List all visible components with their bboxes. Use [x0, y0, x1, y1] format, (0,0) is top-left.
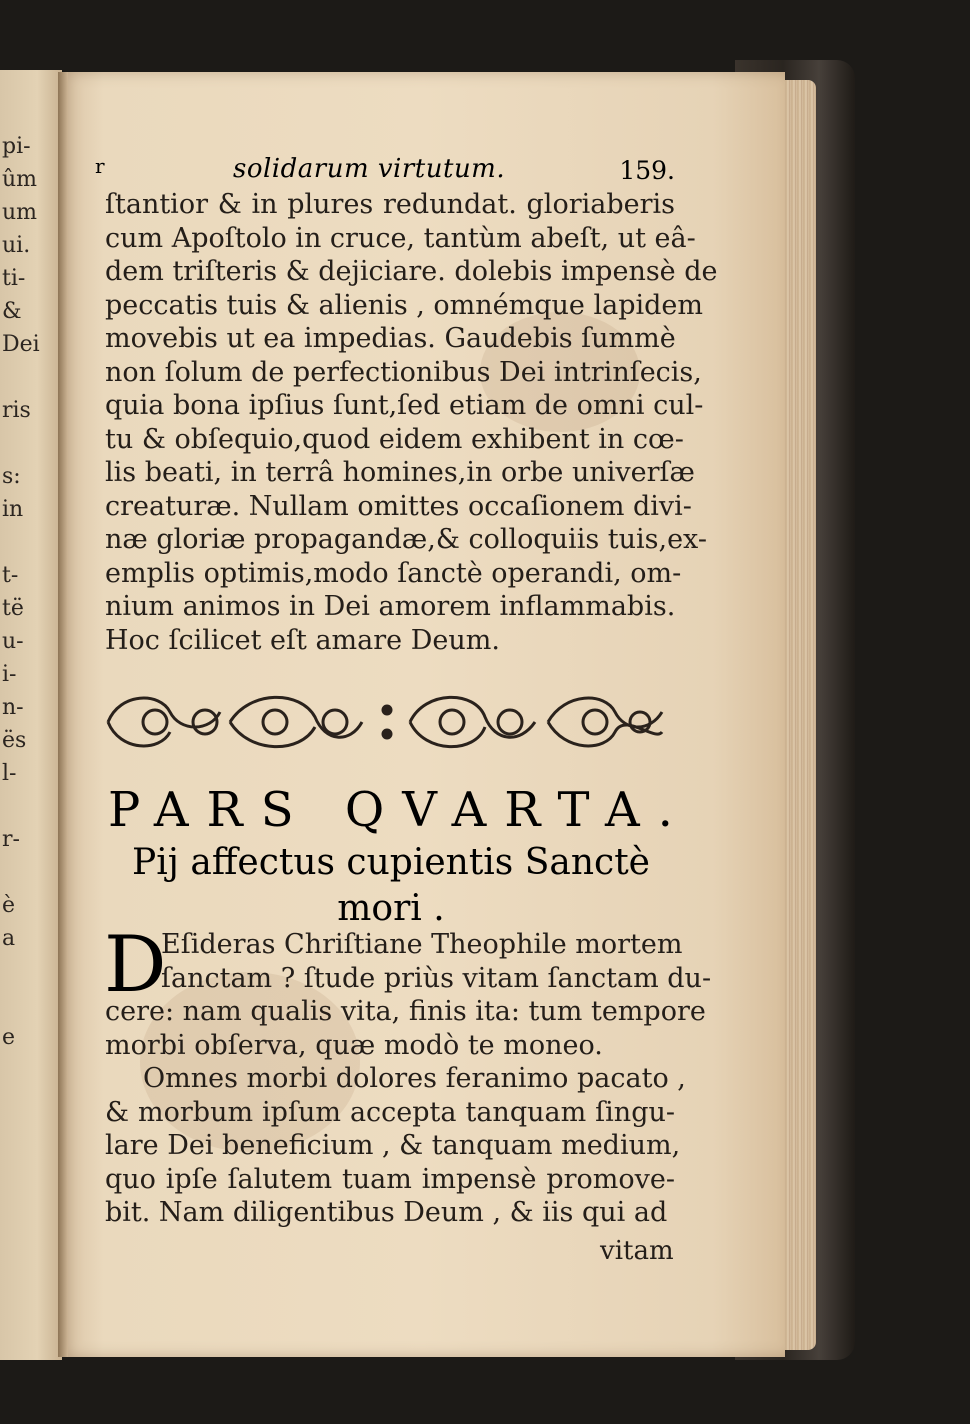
- text-line: creaturæ. Nullam omittes occaſionem divi-: [105, 490, 692, 522]
- catchword: vitam: [600, 1236, 674, 1266]
- facing-page-fragment: um: [2, 200, 38, 225]
- section-subtitle: Pij affectus cupientis Sanctè: [132, 842, 650, 883]
- section-title: PARS QVARTA.: [108, 782, 691, 838]
- text-line: dem triſteris & dejiciare. dolebis impensè de: [105, 256, 718, 287]
- running-head: solidarum virtutum.: [233, 154, 506, 184]
- facing-page-fragment: [2, 856, 42, 889]
- text-line: Eſideras Chriſtiane Theophile mortem: [161, 929, 683, 960]
- text-line: Hoc ſcilicet eſt amare Deum.: [105, 624, 500, 656]
- facing-page-fragment: [2, 955, 42, 988]
- text-line: lare Dei beneficium , & tanquam medium,: [105, 1130, 681, 1161]
- facing-page-fragment: [2, 988, 42, 1021]
- text-line: movebis ut ea impedias. Gaudebis ſummè: [105, 323, 676, 354]
- facing-page-fragment: [2, 790, 42, 823]
- section-subtitle-end: mori .: [337, 888, 445, 929]
- facing-page-fragment: [2, 427, 42, 460]
- text-line: emplis optimis,modo ſanctè operandi, om-: [105, 557, 682, 589]
- text-line: Omnes morbi dolores feranimo pacato ,: [143, 1063, 686, 1094]
- facing-page-fragment: ûm: [2, 167, 38, 192]
- facing-page-fragment: ris: [2, 398, 31, 423]
- facing-page-fragment: t-: [2, 563, 19, 588]
- margin-mark: r: [95, 154, 105, 178]
- text-line: lis beati, in terrâ homines,in orbe univerſæ: [105, 457, 695, 488]
- running-header: [95, 150, 675, 190]
- text-line: quia bona ipſius ſunt,ſed etiam de omni cul-: [105, 390, 704, 421]
- facing-page-fragment: è: [2, 893, 16, 918]
- body-text-2: [104, 920, 712, 1230]
- text-line: non ſolum de perfectionibus Dei intrinſecis,: [105, 356, 702, 388]
- facing-page-fragment: r-: [2, 827, 20, 852]
- text-line: tu & obſequio,quod eidem exhibent in cœ-: [105, 423, 684, 455]
- text-line: & morbum ipſum accepta tanquam ſingu-: [105, 1096, 675, 1128]
- text-line: morbi obſerva, quæ modò te moneo.: [105, 1029, 603, 1061]
- facing-page-fragment: ës: [2, 728, 27, 753]
- drop-cap: D: [104, 920, 167, 1010]
- facing-page-fragment: n-: [2, 695, 24, 720]
- facing-page-fragment: pi-: [2, 134, 31, 159]
- facing-page-fragment: u-: [2, 629, 24, 654]
- facing-page-text: [2, 130, 42, 1230]
- facing-page-fragment: e: [2, 1025, 16, 1050]
- text-line: ſtantior & in plures redundat. gloriaberis: [105, 189, 675, 220]
- facing-page-fragment: ui.: [2, 233, 31, 258]
- text-line: peccatis tuis & alienis , omnémque lapidem: [105, 289, 704, 321]
- facing-page-fragment: &: [2, 299, 22, 324]
- facing-page-fragment: i-: [2, 662, 17, 687]
- text-line: quo ipſe ſalutem tuam impensè promove-: [105, 1163, 675, 1195]
- gutter: [58, 72, 68, 1357]
- facing-page-fragment: s:: [2, 464, 21, 489]
- printer-ornament: [100, 682, 670, 760]
- facing-page-fragment: in: [2, 497, 24, 522]
- page-number: 159.: [619, 156, 675, 185]
- facing-page-fragment: Dei: [2, 332, 40, 357]
- facing-page-fragment: [2, 526, 42, 559]
- facing-page-fragment: a: [2, 926, 16, 951]
- text-line: cere: nam qualis vita, finis ita: tum tempore: [105, 996, 706, 1027]
- text-line: ſanctam ? ſtude priùs vitam ſanctam du-: [161, 962, 712, 994]
- facing-page-fragment: të: [2, 596, 24, 621]
- text-line: cum Apoſtolo in cruce, tantùm abeſt, ut eâ-: [105, 222, 696, 254]
- text-line: bit. Nam diligentibus Deum , & iis qui ad: [105, 1197, 668, 1228]
- text-line: næ gloriæ propagandæ,& colloquiis tuis,ex-: [105, 524, 707, 555]
- facing-page-fragment: l-: [2, 761, 17, 786]
- text-line: nium animos in Dei amorem inflammabis.: [105, 591, 676, 622]
- facing-page-fragment: [2, 361, 42, 394]
- body-text: [105, 188, 718, 657]
- facing-page-fragment: ti-: [2, 266, 26, 291]
